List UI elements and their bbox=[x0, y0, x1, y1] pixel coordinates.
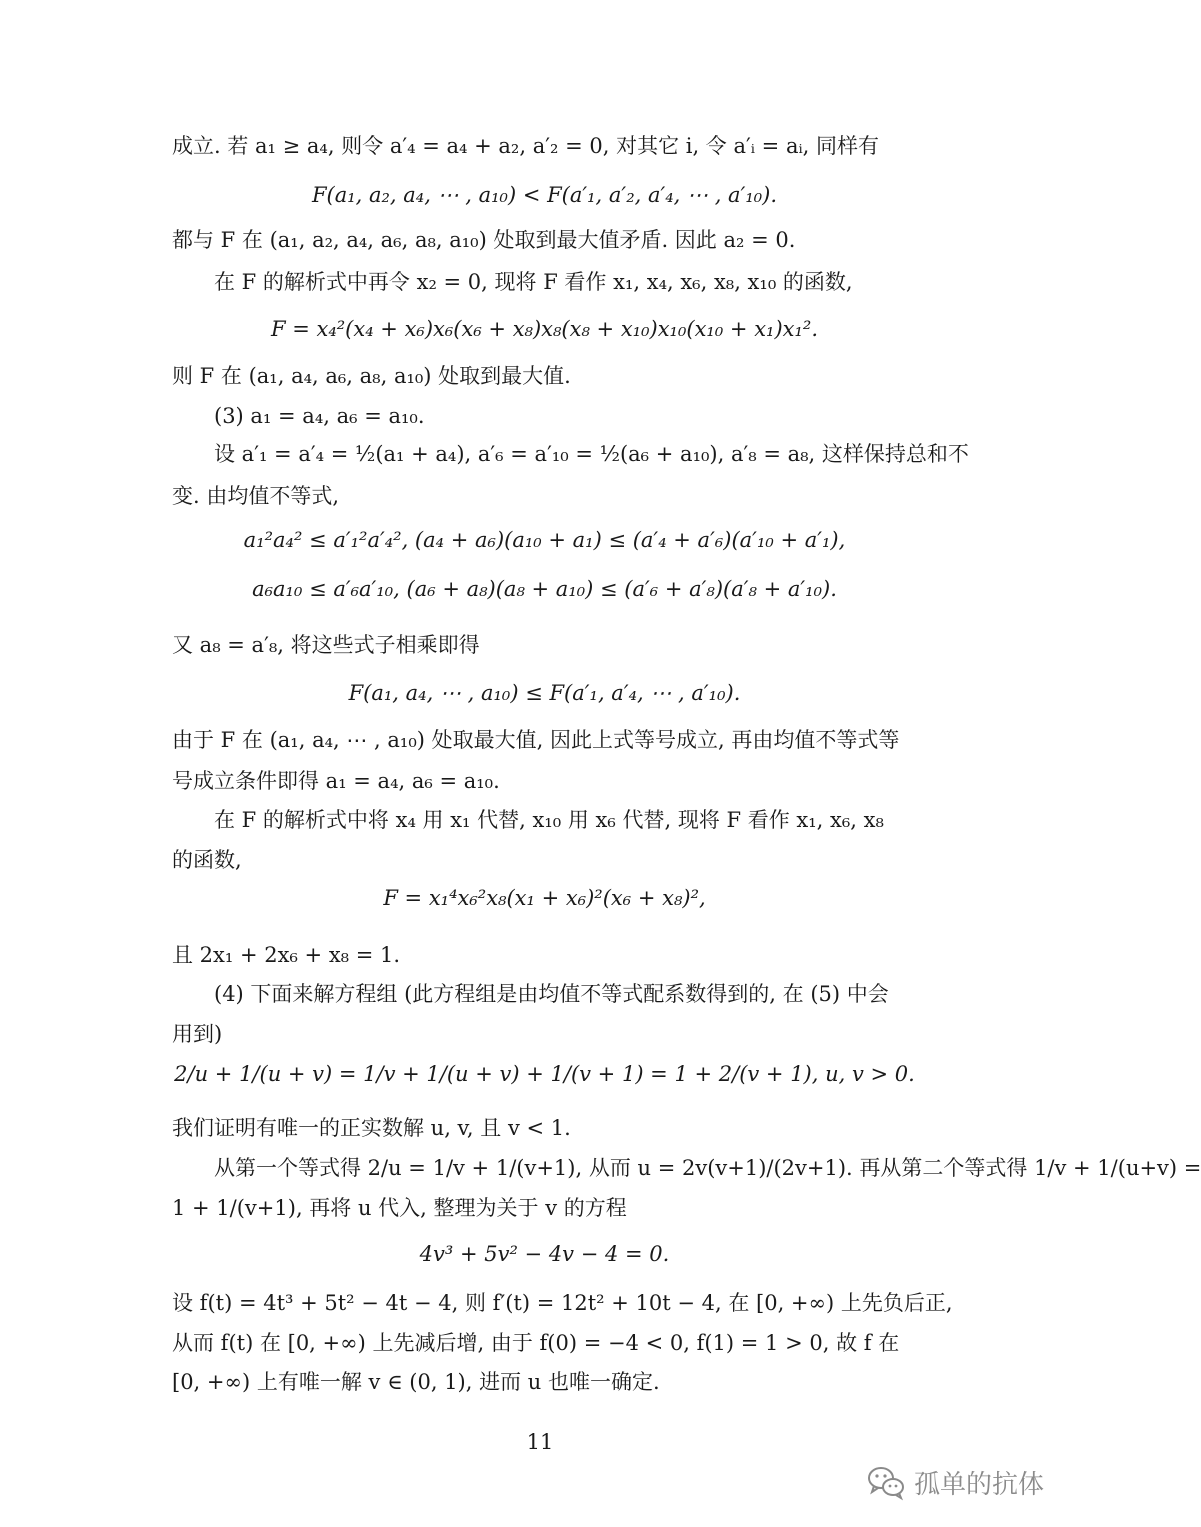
paragraph-line: 都与 F 在 (a₁, a₂, a₄, a₆, a₈, a₁₀) 处取到最大值矛盾. 因此 a₂ = 0. bbox=[172, 228, 796, 252]
paragraph-line: 1 + 1/(v+1), 再将 u 代入, 整理为关于 v 的方程 bbox=[172, 1196, 627, 1220]
paragraph-line: 的函数, bbox=[172, 848, 242, 872]
paragraph-line: 号成立条件即得 a₁ = a₄, a₆ = a₁₀. bbox=[172, 769, 500, 793]
wechat-icon bbox=[866, 1464, 906, 1500]
section-heading: (3) a₁ = a₄, a₆ = a₁₀. bbox=[214, 404, 425, 428]
paragraph-line: 在 F 的解析式中再令 x₂ = 0, 现将 F 看作 x₁, x₄, x₆, x₈, x₁₀ 的函数, bbox=[214, 270, 853, 294]
watermark-text: 孤单的抗体 bbox=[913, 1469, 1044, 1500]
paragraph-line: 在 F 的解析式中将 x₄ 用 x₁ 代替, x₁₀ 用 x₆ 代替, 现将 F 看作 x₁, x₆, x₈ bbox=[214, 808, 884, 832]
paragraph-line: 设 a′₁ = a′₄ = ½(a₁ + a₄), a′₆ = a′₁₀ = ½(a₆ + a₁₀), a′₈ = a₈, 这样保持总和不 bbox=[214, 442, 969, 466]
display-equation: F(a₁, a₂, a₄, ⋯ , a₁₀) < F(a′₁, a′₂, a′₄, ⋯ , a′₁₀). bbox=[311, 183, 778, 207]
paragraph-line: 我们证明有唯一的正实数解 u, v, 且 v < 1. bbox=[172, 1116, 571, 1140]
paragraph-line: 从第一个等式得 2/u = 1/v + 1/(v+1), 从而 u = 2v(v+1)/(2v+1). 再从第二个等式得 1/v + 1/(u+v) = bbox=[214, 1156, 1201, 1180]
paragraph-line: 且 2x₁ + 2x₆ + x₈ = 1. bbox=[172, 943, 401, 967]
display-equation: 2/u + 1/(u + v) = 1/v + 1/(u + v) + 1/(v + 1) = 1 + 2/(v + 1), u, v > 0. bbox=[174, 1062, 915, 1086]
display-equation: a₁²a₄² ≤ a′₁²a′₄², (a₄ + a₆)(a₁₀ + a₁) ≤ (a′₄ + a′₆)(a′₁₀ + a′₁), bbox=[243, 528, 846, 552]
watermark bbox=[866, 1462, 1044, 1502]
display-equation: F = x₄²(x₄ + x₆)x₆(x₆ + x₈)x₈(x₈ + x₁₀)x₁₀(x₁₀ + x₁)x₁². bbox=[270, 317, 818, 341]
paragraph-line: 用到) bbox=[172, 1022, 223, 1046]
paragraph-line: 成立. 若 a₁ ≥ a₄, 则令 a′₄ = a₄ + a₂, a′₂ = 0, 对其它 i, 令 a′ᵢ = aᵢ, 同样有 bbox=[172, 134, 880, 158]
display-equation: 4v³ + 5v² − 4v − 4 = 0. bbox=[419, 1242, 670, 1266]
paragraph-line: 变. 由均值不等式, bbox=[172, 484, 340, 508]
page-number: 11 bbox=[526, 1430, 554, 1454]
display-equation: a₆a₁₀ ≤ a′₆a′₁₀, (a₆ + a₈)(a₈ + a₁₀) ≤ (a′₆ + a′₈)(a′₈ + a′₁₀). bbox=[252, 577, 837, 601]
paragraph-line: 由于 F 在 (a₁, a₄, ⋯ , a₁₀) 处取最大值, 因此上式等号成立, 再由均值不等式等 bbox=[172, 728, 900, 752]
paragraph-line: [0, +∞) 上有唯一解 v ∈ (0, 1), 进而 u 也唯一确定. bbox=[172, 1370, 660, 1394]
display-equation: F = x₁⁴x₆²x₈(x₁ + x₆)²(x₆ + x₈)², bbox=[383, 886, 706, 910]
paragraph-line: 则 F 在 (a₁, a₄, a₆, a₈, a₁₀) 处取到最大值. bbox=[172, 364, 571, 388]
paragraph-line: 设 f(t) = 4t³ + 5t² − 4t − 4, 则 f′(t) = 12t² + 10t − 4, 在 [0, +∞) 上先负后正, bbox=[172, 1291, 953, 1315]
paragraph-line: 又 a₈ = a′₈, 将这些式子相乘即得 bbox=[172, 633, 480, 657]
section-heading: (4) 下面来解方程组 (此方程组是由均值不等式配系数得到的, 在 (5) 中会 bbox=[214, 982, 889, 1006]
display-equation: F(a₁, a₄, ⋯ , a₁₀) ≤ F(a′₁, a′₄, ⋯ , a′₁₀). bbox=[348, 681, 741, 705]
paragraph-line: 从而 f(t) 在 [0, +∞) 上先减后增, 由于 f(0) = −4 < 0, f(1) = 1 > 0, 故 f 在 bbox=[172, 1331, 900, 1355]
